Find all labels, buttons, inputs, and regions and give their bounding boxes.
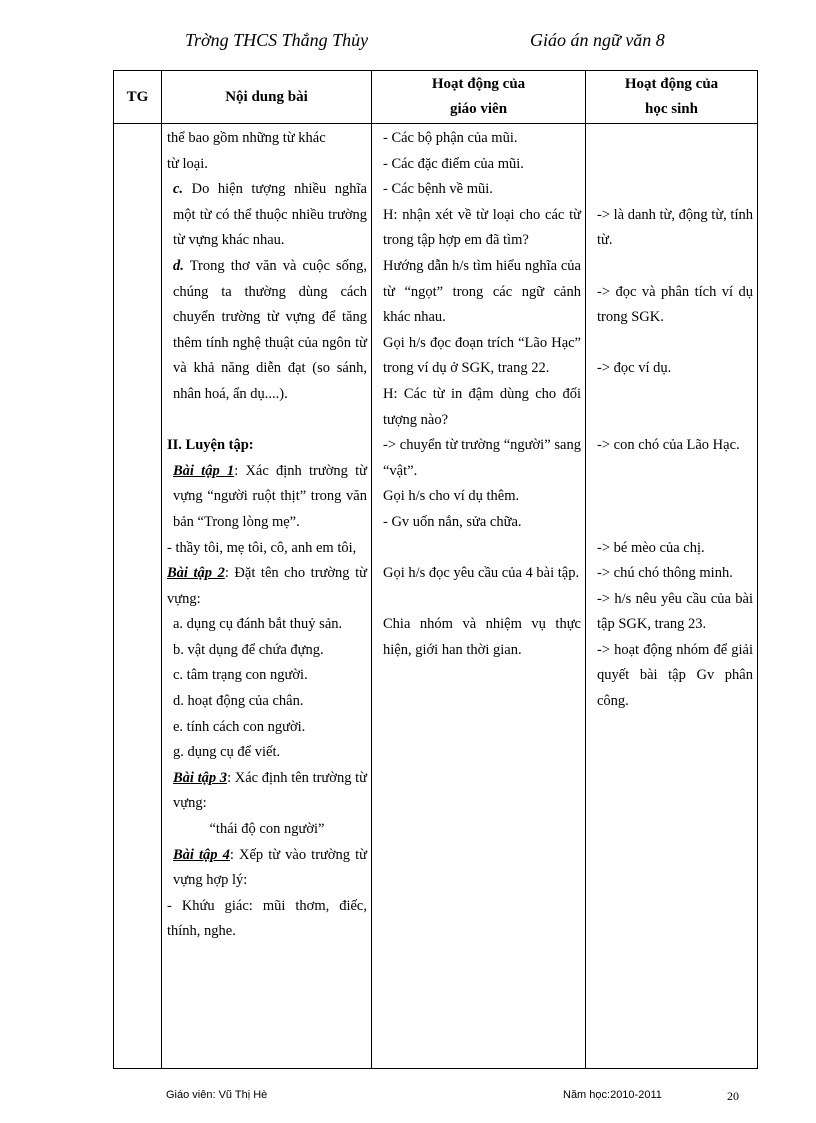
practice-title: II. Luyện tập: [167,437,254,454]
exercise-2-item: g. dụng cụ để viết. [173,744,281,761]
item-c-text: Do hiện tượng nhiều nghĩa một từ có thể thuộc nhiều trường từ vựng khác nhau. [173,181,367,249]
header-teacher-line1: Hoạt động của [431,76,526,92]
content-item-c [167,177,367,254]
exercise-3-label: Bài tập 3 [173,769,228,786]
student-activity: -> hoạt động nhóm để giải quyết bài tập Gv phân công. [597,641,753,710]
student-activity: -> chú chó thông minh. [597,565,733,582]
page-number: 20 [727,1089,739,1103]
exercise-3-text: : Xác định tên trường từ vựng: [173,769,368,812]
exercise-2-item: e. tính cách con người. [173,718,306,735]
teacher-activity: Chia nhóm và nhiệm vụ thực hiện, giới han thời gian. [383,616,581,658]
teacher-activity: H: nhận xét về từ loại cho các từ trong tập hợp em đã tìm? [383,206,581,249]
spacer [591,484,753,510]
exercise-3 [167,766,367,817]
spacer [377,536,581,562]
exercise-2-item: a. dụng cụ đánh bắt thuỷ sản. [173,616,343,633]
teacher-activity: H: Các từ in đậm dùng cho đối tượng nào? [383,385,581,428]
content-item-d [167,254,367,408]
item-c-label: c. [173,181,184,198]
teacher-activity: -> chuyển từ trường “người” sang “vật”. [383,437,581,479]
teacher-activity: Hướng dẫn h/s tìm hiểu nghĩa của từ “ngọt” trong các ngữ cảnh khác nhau. [383,257,581,326]
exercise-4-label: Bài tập 4 [173,846,230,863]
table-header-row [114,71,758,124]
exercise-2-item: b. vật dụng để chứa đựng. [173,641,324,658]
exercise-1-answer: - thầy tôi, mẹ tôi, cô, anh em tôi, [167,539,357,556]
teacher-activity: - Các bệnh về mũi. [383,181,493,198]
exercise-2-item: c. tâm trạng con người. [173,667,308,684]
teacher-activity: - Gv uốn nắn, sửa chữa. [383,513,522,530]
exercise-1-text: : Xác định trường từ vựng “người ruột thịt” trong văn bản “Trong lòng mẹ”. [173,462,368,530]
spacer [377,587,581,613]
exercise-1-label: Bài tập 1 [173,462,235,479]
table-body-row [114,124,758,1069]
content-line: thể bao gồm những từ khác [167,130,326,146]
exercise-1 [167,459,367,536]
item-d-label: d. [173,257,184,274]
exercise-4-text: : Xếp từ vào trường từ vựng hợp lý: [173,846,368,889]
spacer [591,382,753,408]
header-tg: TG [114,71,162,124]
spacer [167,408,367,434]
exercise-2-label: Bài tập 2 [167,565,225,582]
header-student-line2: học sinh [645,101,698,117]
content-line: từ loại. [167,155,208,172]
spacer [591,152,753,178]
header-content: Nội dung bài [162,71,372,124]
teacher-activity: Gọi h/s đọc đoạn trích “Lão Hạc” trong ví dụ ở SGK, trang 22. [383,334,581,377]
exercise-4-answer: - Khứu giác: mũi thơm, điếc, thính, nghe. [167,897,367,940]
student-activity: -> h/s nêu yêu cầu của bài tập SGK, trang 23. [597,590,753,633]
footer-school-year: Năm học:2010-2011 [563,1089,662,1101]
spacer [591,408,753,434]
footer-teacher: Giáo viên: Vũ Thị Hè [166,1089,268,1101]
exercise-4 [167,843,367,894]
teacher-activity: Gọi h/s đọc yêu cầu của 4 bài tập. [383,565,580,582]
header-school: Trờng THCS Thắng Thủy [185,30,369,50]
spacer [591,331,753,357]
student-activity: -> con chó của Lão Hạc. [597,437,740,454]
spacer [591,254,753,280]
spacer [591,510,753,536]
exercise-3-answer: “thái độ con người” [209,821,325,838]
student-cell [586,124,758,1069]
exercise-2-text: : Đặt tên cho trường từ vựng: [167,565,367,607]
header-title: Giáo án ngữ văn 8 [530,30,665,50]
header-teacher-line2: giáo viên [449,101,508,117]
content-cell [162,124,372,1069]
student-activity: -> đọc ví dụ. [597,360,672,377]
spacer [591,459,753,485]
tg-cell [114,124,162,1069]
teacher-cell [372,124,586,1069]
student-activity: -> bé mèo của chị. [597,539,705,556]
lesson-table [113,70,758,1069]
teacher-activity: - Các bộ phận của mũi. [383,130,518,146]
spacer [591,126,753,152]
header-teacher [372,71,586,124]
exercise-2 [167,561,367,612]
student-activity: -> là danh từ, động từ, tính từ. [597,206,753,249]
teacher-activity: - Các đặc điểm của mũi. [383,155,524,172]
student-activity: -> đọc và phân tích ví dụ trong SGK. [597,283,753,326]
spacer [591,177,753,203]
header-student-line1: Hoạt động của [624,76,719,92]
exercise-2-item: d. hoạt động của chân. [173,693,304,710]
teacher-activity: Gọi h/s cho ví dụ thêm. [383,488,520,505]
item-d-text: Trong thơ văn và cuộc sống, chúng ta thường dùng cách chuyển trường từ vựng để tăng thêm tính nghệ thuật của ngôn từ và khả năng diễn đạt (so sánh, nhân hoá, ẩn dụ....). [173,257,367,402]
header-student [586,71,758,124]
